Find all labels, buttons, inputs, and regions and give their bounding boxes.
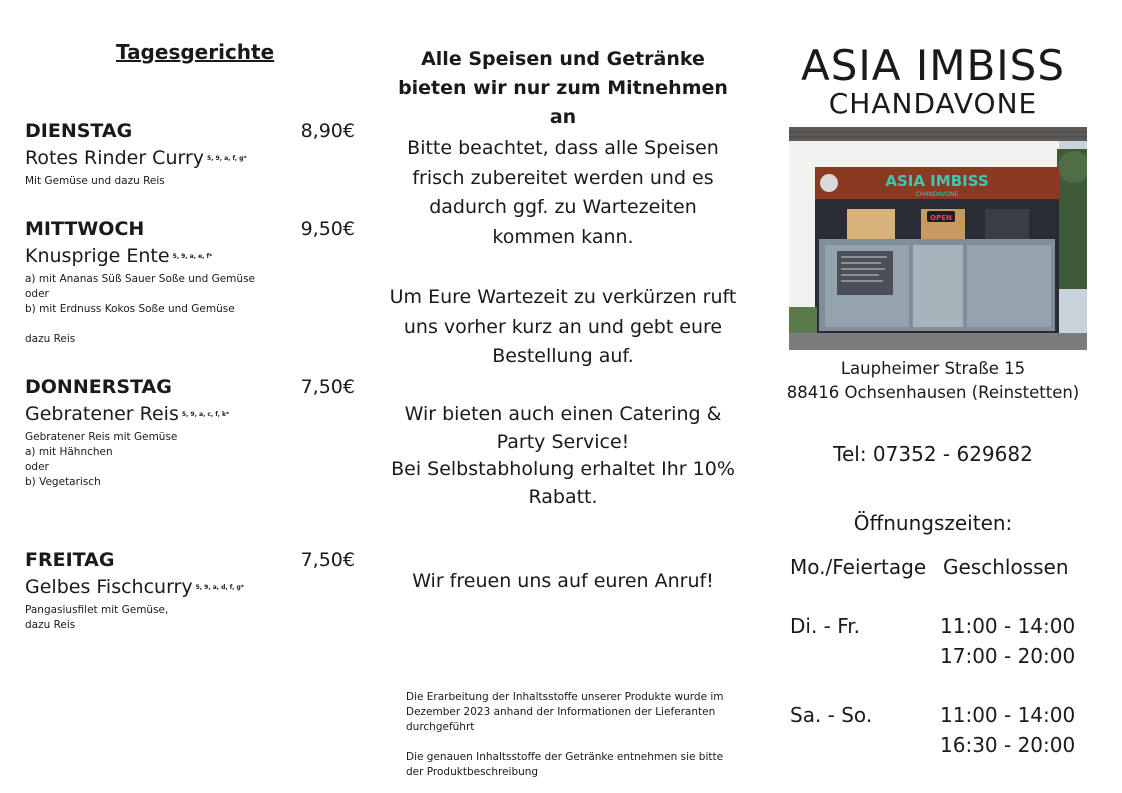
catering-text: Wir bieten auch einen Catering & Party Service! (404, 403, 722, 453)
dish-name: Gelbes Fischcurry (25, 576, 193, 598)
allergen-note: Die Erarbeitung der Inhaltsstoffe unserer Produkte wurde im Dezember 2023 anhand der Informationen der Lieferanten durchgeführt (406, 691, 724, 733)
dish-allergens: 5, 9, a, e, f* (172, 252, 213, 260)
hours-time: 11:00 - 14:00 (940, 703, 1076, 727)
hours-time: 17:00 - 20:00 (940, 644, 1076, 668)
menu-day-tuesday (25, 120, 355, 189)
description-line: Mit Gemüse und dazu Reis (25, 174, 165, 187)
dish-description (25, 430, 355, 490)
restaurant-panel (752, 0, 1122, 793)
description-line: Pangasiusfilet mit Gemüse, (25, 603, 169, 616)
description-line: b) Vegetarisch (25, 475, 101, 488)
description-line: a) mit Hähnchen (25, 445, 113, 458)
day-name: FREITAG (25, 549, 115, 571)
restaurant-name: ASIA IMBISS (800, 41, 1065, 90)
drinks-note: Die genauen Inhaltsstoffe der Getränke entnehmen sie bitte der Produktbeschreibung (406, 751, 724, 778)
dish-allergens: 5, 9, a, d, f, g* (195, 583, 244, 591)
description-line: a) mit Ananas Süß Sauer Soße und Gemüse (25, 272, 256, 285)
dish-name: Knusprige Ente (25, 245, 170, 267)
open-sign: OPEN (930, 214, 952, 222)
day-name: DIENSTAG (25, 120, 133, 142)
day-name: DONNERSTAG (25, 376, 172, 398)
day-price: 8,90€ (300, 120, 355, 142)
day-price: 7,50€ (300, 549, 355, 571)
description-line (25, 317, 355, 332)
info-paragraph-catering (388, 401, 738, 511)
dish-description (25, 272, 355, 347)
restaurant-subtitle: CHANDAVONE (828, 87, 1038, 120)
dish-allergens: 5, 9, a, c, f, k* (181, 410, 230, 418)
description-line: b) mit Erdnuss Kokos Soße und Gemüse (25, 302, 235, 315)
hours-time: 11:00 - 14:00 (940, 614, 1076, 638)
address-city: 88416 Ochsenhausen (Reinstetten) (786, 383, 1080, 402)
dish-description (25, 174, 355, 189)
hours-day: Di. - Fr. (790, 614, 861, 638)
hours-time: Geschlossen (943, 555, 1069, 579)
info-panel (374, 0, 752, 793)
day-price: 9,50€ (300, 218, 355, 240)
sign-text: ASIA IMBISS (885, 172, 989, 190)
info-closing: Wir freuen uns auf euren Anruf! (412, 570, 714, 592)
sign-subtext: CHANDAVONE (915, 191, 959, 198)
address-street: Laupheimer Straße 15 (840, 359, 1026, 378)
description-line: dazu Reis (25, 332, 76, 345)
description-line: Gebratener Reis mit Gemüse (25, 430, 178, 443)
storefront-illustration (789, 127, 1087, 350)
description-line: oder (25, 460, 49, 473)
menu-day-wednesday (25, 218, 355, 347)
hours-day: Sa. - So. (790, 703, 873, 727)
storefront-photo (789, 127, 1087, 350)
description-line: dazu Reis (25, 618, 76, 631)
day-name: MITTWOCH (25, 218, 145, 240)
hours-time: 16:30 - 20:00 (940, 733, 1076, 757)
takeaway-heading: Alle Speisen und Getränke bieten wir nur zum Mitnehmen an (398, 48, 728, 128)
daily-menu-panel (0, 0, 370, 793)
opening-hours-title: Öffnungszeiten: (853, 511, 1013, 535)
phone-number: Tel: 07352 - 629682 (833, 442, 1033, 466)
info-paragraph-call-ahead: Um Eure Wartezeit zu verkürzen ruft uns vorher kurz an und gebt eure Bestellung auf. (389, 286, 737, 367)
dish-description (25, 603, 355, 633)
menu-day-thursday (25, 376, 355, 490)
discount-text: Bei Selbstabholung erhaltet Ihr 10% Rabatt. (391, 458, 735, 508)
hours-day: Mo./Feiertage (790, 555, 927, 579)
dish-name: Gebratener Reis (25, 403, 179, 425)
day-price: 7,50€ (300, 376, 355, 398)
menu-day-friday (25, 549, 355, 633)
dish-name: Rotes Rinder Curry (25, 147, 205, 169)
description-line: oder (25, 287, 49, 300)
info-paragraph-waiting: Bitte beachtet, dass alle Speisen frisch zubereitet werden und es dadurch ggf. zu Wartezeiten kommen kann. (407, 137, 719, 248)
dish-allergens: 5, 9, a, f, g* (207, 154, 247, 162)
menu-title: Tagesgerichte (116, 40, 275, 64)
